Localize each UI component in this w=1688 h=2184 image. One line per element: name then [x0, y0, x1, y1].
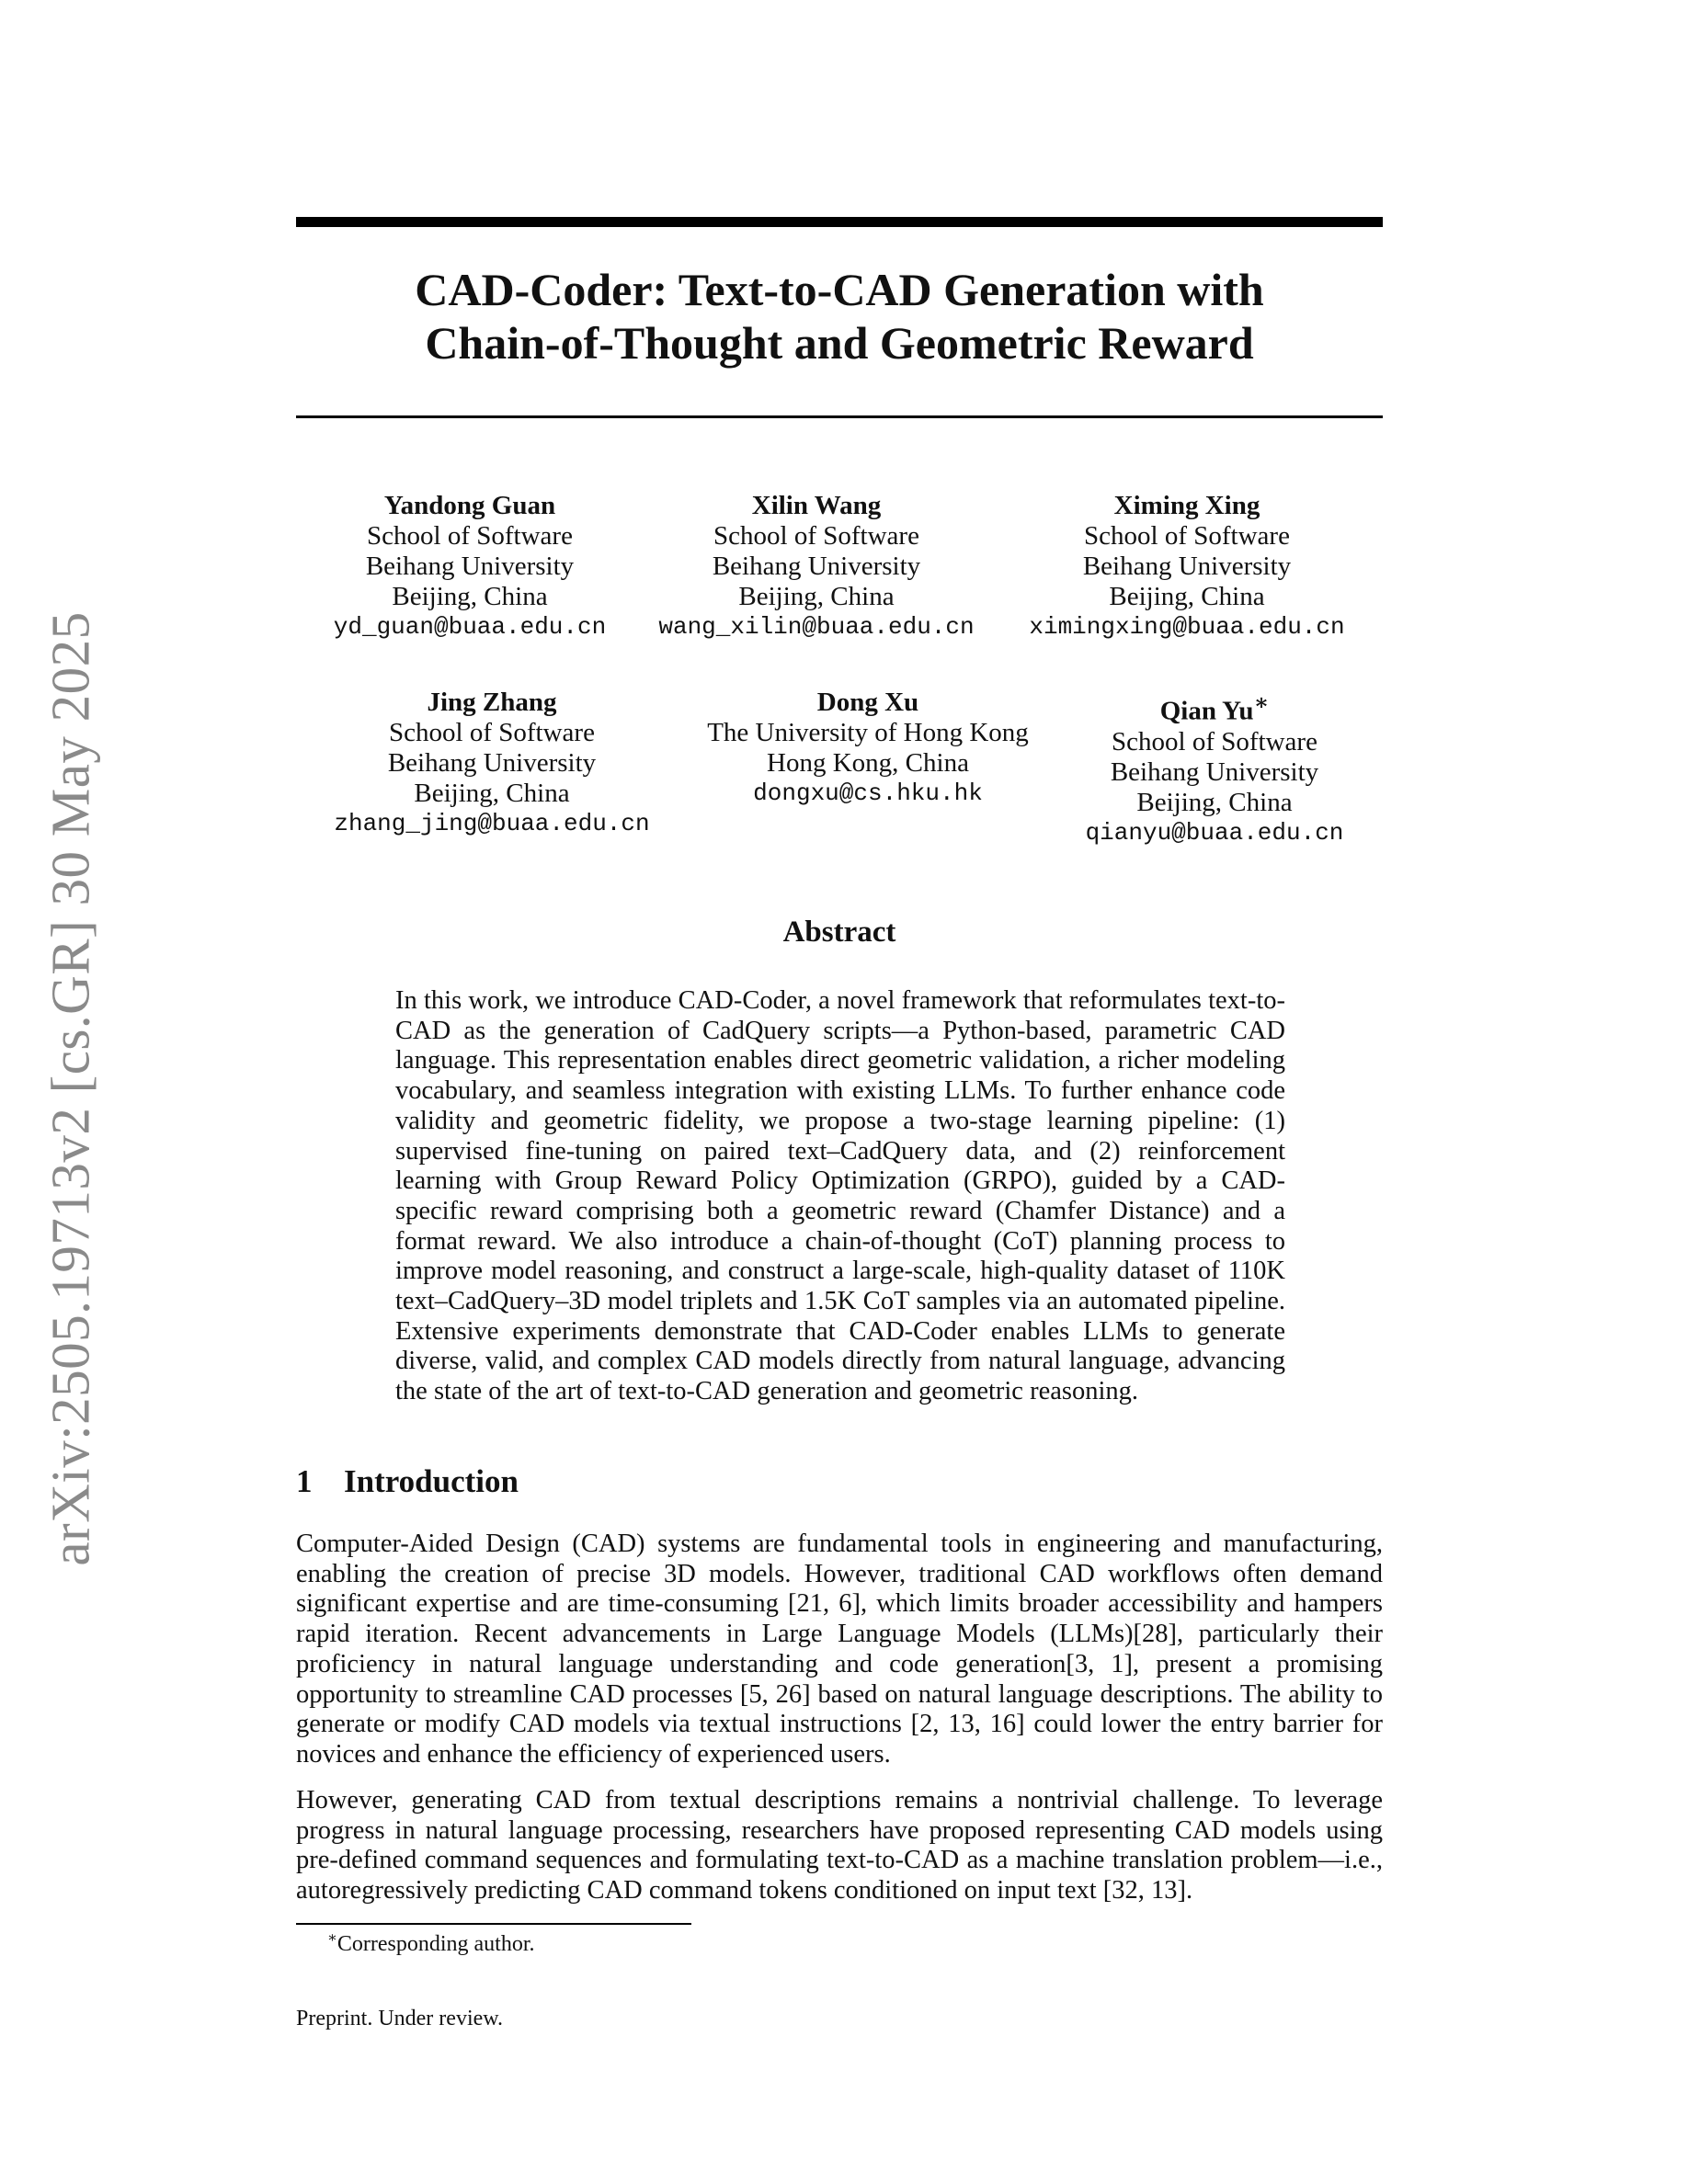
- title-line-1: CAD-Coder: Text-to-CAD Generation with: [415, 264, 1264, 315]
- author-name: [1040, 688, 1389, 727]
- abstract-heading: Abstract: [782, 916, 896, 949]
- author-name: Ximing Xing: [1113, 491, 1260, 520]
- author-institution: Hong Kong, China: [767, 748, 969, 778]
- author-email: qianyu@buaa.edu.cn: [1085, 818, 1344, 847]
- footnote-text: Corresponding author.: [336, 1932, 535, 1956]
- paper-title: [296, 263, 1383, 370]
- author-department: School of Software: [367, 521, 573, 551]
- author-department: School of Software: [389, 718, 595, 747]
- author-department: The University of Hong Kong: [707, 718, 1029, 747]
- author-name: Xilin Wang: [751, 491, 882, 520]
- author-name: Jing Zhang: [427, 688, 557, 717]
- author-institution: Beihang University: [1110, 756, 1319, 787]
- author-block: [295, 491, 644, 643]
- author-department: School of Software: [713, 521, 919, 551]
- footnote-mark: ∗: [327, 1930, 337, 1946]
- author-block: [693, 688, 1043, 809]
- author-name: Dong Xu: [816, 688, 919, 717]
- author-location: Beijing, China: [1109, 582, 1265, 611]
- author-name-text: Qian Yu: [1159, 696, 1254, 726]
- body-paragraph: However, generating CAD from textual descriptions remains a nontrivial challenge. To leverage progress in natural language processing, researchers have proposed representing CAD models using pre-defined command sequences and formulating text-to-CAD as a machine translation problem—i.e., autoregressively predicting CAD command tokens conditioned on input text [32, 13].: [296, 1786, 1383, 1905]
- section-number: 1: [296, 1463, 313, 1499]
- author-block: [1040, 688, 1389, 848]
- author-name: Yandong Guan: [383, 491, 556, 520]
- author-email: ximingxing@buaa.edu.cn: [1029, 613, 1345, 641]
- title-bottom-rule: [296, 415, 1383, 418]
- author-location: Beijing, China: [738, 582, 895, 611]
- author-institution: Beihang University: [712, 552, 921, 581]
- author-block: [1012, 491, 1362, 643]
- author-location: Beijing, China: [1136, 787, 1293, 817]
- title-line-2: Chain-of-Thought and Geometric Reward: [425, 317, 1254, 369]
- author-institution: Beihang University: [365, 552, 575, 581]
- section-title: Introduction: [344, 1463, 519, 1499]
- author-block: [642, 491, 991, 643]
- author-block: [317, 688, 667, 839]
- author-email: dongxu@cs.hku.hk: [753, 779, 983, 807]
- author-email: yd_guan@buaa.edu.cn: [333, 613, 607, 641]
- abstract-text: In this work, we introduce CAD-Coder, a novel framework that reformulates text-to-CAD as the generation of CadQuery scripts—a Python-based, parametric CAD language. This representation enables direct geometric validation, a richer modeling vocabulary, and seamless integration with existing LLMs. To further enhance code validity and geometric fidelity, we propose a two-stage learning pipeline: (1) supervised fine-tuning on paired text–CadQuery data, and (2) reinforcement learning with Group Reward Policy Optimization (GRPO), guided by a CAD-specific reward comprising both a geometric reward (Chamfer Distance) and a format reward. We also introduce a chain-of-thought (CoT) planning process to improve model reasoning, and construct a large-scale, high-quality dataset of 110K text–CadQuery–3D model triplets and 1.5K CoT samples via an automated pipeline. Extensive experiments demonstrate that CAD-Coder enables LLMs to generate diverse, valid, and complex CAD models directly from natural language, advancing the state of the art of text-to-CAD generation and geometric reasoning.: [395, 986, 1285, 1406]
- author-institution: Beihang University: [1082, 552, 1292, 581]
- footnote: [327, 1928, 535, 1957]
- author-location: Beijing, China: [392, 582, 548, 611]
- section-heading: [296, 1463, 519, 1500]
- preprint-note: Preprint. Under review.: [296, 2007, 504, 2030]
- author-location: Beijing, China: [414, 779, 570, 808]
- author-email: zhang_jing@buaa.edu.cn: [334, 810, 650, 837]
- footnote-rule: [296, 1923, 691, 1925]
- body-paragraph: Computer-Aided Design (CAD) systems are fundamental tools in engineering and manufacturing, enabling the creation of precise 3D models. However, traditional CAD workflows often demand significant expertise and are time-consuming [21, 6], which limits broader accessibility and hampers rapid iteration. Recent advancements in Large Language Models (LLMs)[28], particularly their proficiency in natural language understanding and code generation[3, 1], present a promising opportunity to streamline CAD processes [5, 26] based on natural language descriptions. The ability to generate or modify CAD models via textual instructions [2, 13, 16] could lower the entry barrier for novices and enhance the efficiency of experienced users.: [296, 1530, 1383, 1769]
- author-department: School of Software: [1084, 521, 1290, 551]
- author-email: wang_xilin@buaa.edu.cn: [658, 613, 975, 641]
- arxiv-identifier: arXiv:2505.19713v2 [cs.GR] 30 May 2025: [40, 610, 101, 1566]
- title-top-rule: [296, 217, 1383, 227]
- author-department: School of Software: [1112, 726, 1317, 756]
- author-institution: Beihang University: [387, 748, 597, 778]
- corresponding-mark: ∗: [1253, 690, 1270, 715]
- arxiv-identifier-stamp: [40, 601, 101, 1575]
